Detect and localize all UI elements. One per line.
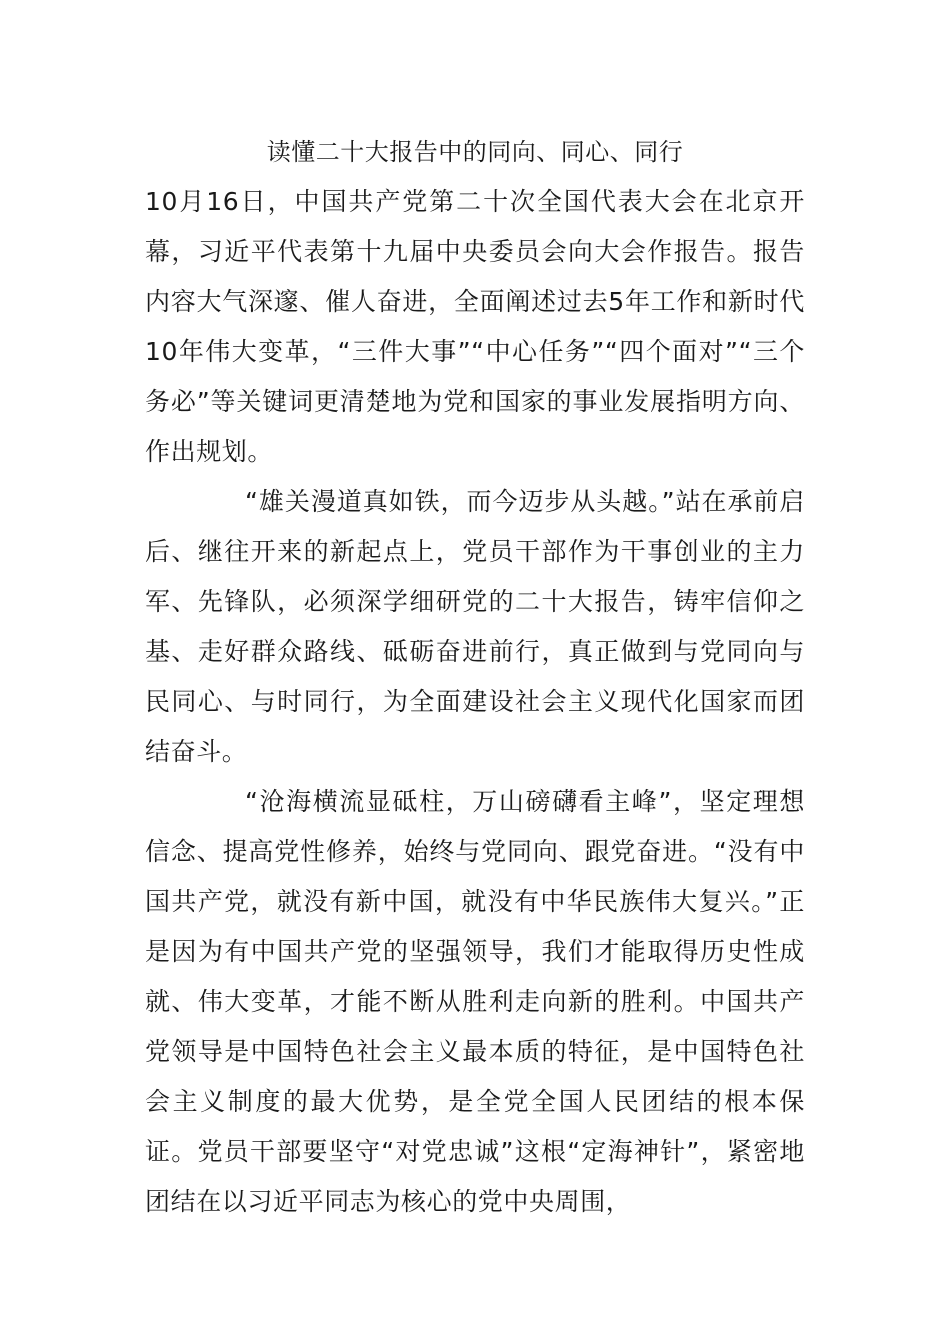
- document-title: 读懂二十大报告中的同向、同心、同行: [266, 138, 684, 166]
- document-body: [145, 177, 805, 1227]
- paragraph-2: “雄关漫道真如铁，而今迈步从头越。”站在承前启后、继往开来的新起点上，党员干部作为干事创业的主力军、先锋队，必须深学细研党的二十大报告，铸牢信仰之基、走好群众路线、砥砺奋进前行，真正做到与党同向与民同心、与时同行，为全面建设社会主义现代化国家而团结奋斗。: [145, 487, 805, 766]
- paragraph-1: 10月16日，中国共产党第二十次全国代表大会在北京开幕，习近平代表第十九届中央委员会向大会作报告。报告内容大气深邃、催人奋进，全面阐述过去5年工作和新时代10年伟大变革，“三件大事”“中心任务”“四个面对”“三个务必”等关键词更清楚地为党和国家的事业发展指明方向、作出规划。: [145, 187, 805, 466]
- paragraph-3: “沧海横流显砥柱，万山磅礴看主峰”，坚定理想信念、提高党性修养，始终与党同向、跟党奋进。“没有中国共产党，就没有新中国，就没有中华民族伟大复兴。”正是因为有中国共产党的坚强领导，我们才能取得历史性成就、伟大变革，才能不断从胜利走向新的胜利。中国共产党领导是中国特色社会主义最本质的特征，是中国特色社会主义制度的最大优势，是全党全国人民团结的根本保证。党员干部要坚守“对党忠诚”这根“定海神针”，紧密地团结在以习近平同志为核心的党中央周围，: [145, 787, 805, 1216]
